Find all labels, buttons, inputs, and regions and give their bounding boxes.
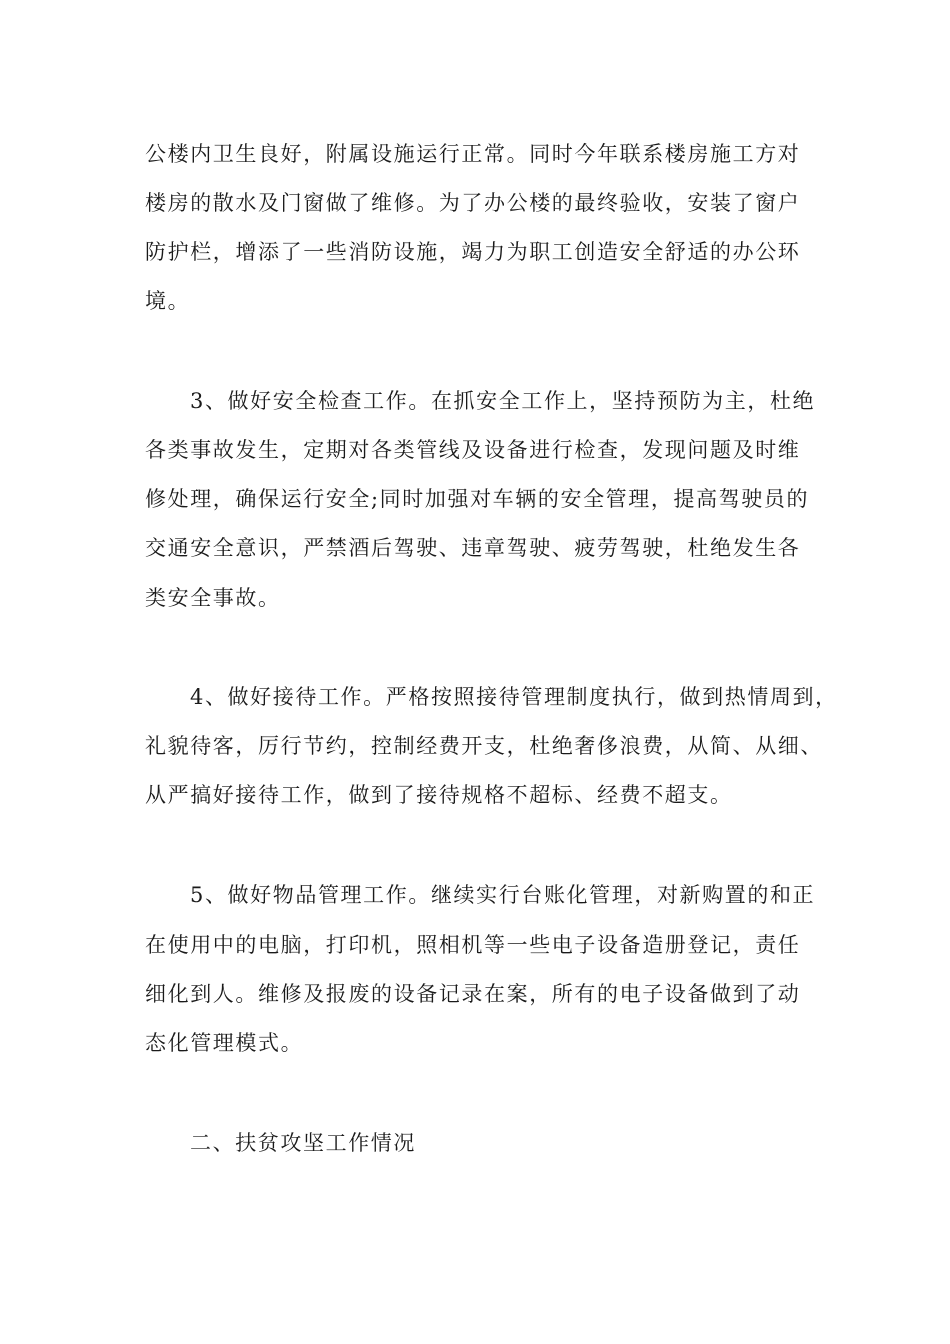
paragraph-line: 礼貌待客，厉行节约，控制经费开支，杜绝奢侈浪费，从简、从细、 — [145, 734, 823, 758]
paragraph-line: 修处理，确保运行安全;同时加强对车辆的安全管理，提高驾驶员的 — [145, 487, 810, 511]
paragraph-line: 4、做好接待工作。严格按照接待管理制度执行，做到热情周到， — [190, 685, 838, 709]
paragraph-line: 从严搞好接待工作，做到了接待规格不超标、经费不超支。 — [145, 783, 733, 807]
paragraph-line: 防护栏，增添了一些消防设施，竭力为职工创造安全舒适的办公环 — [145, 240, 801, 264]
paragraph-line: 在使用中的电脑，打印机，照相机等一些电子设备造册登记，责任 — [145, 933, 801, 957]
paragraph-line: 公楼内卫生良好，附属设施运行正常。同时今年联系楼房施工方对 — [145, 142, 801, 166]
paragraph-line: 楼房的散水及门窗做了维修。为了办公楼的最终验收，安装了窗户 — [145, 191, 801, 215]
section-heading: 二、扶贫攻坚工作情况 — [190, 1131, 416, 1155]
paragraph-line: 境。 — [145, 289, 191, 313]
paragraph-line: 各类事故发生，定期对各类管线及设备进行检查，发现问题及时维 — [145, 438, 801, 462]
paragraph-line: 类安全事故。 — [145, 586, 281, 610]
paragraph-line: 态化管理模式。 — [145, 1031, 304, 1055]
paragraph-line: 交通安全意识，严禁酒后驾驶、违章驾驶、疲劳驾驶，杜绝发生各 — [145, 536, 801, 560]
paragraph-line: 细化到人。维修及报废的设备记录在案，所有的电子设备做到了动 — [145, 982, 801, 1006]
paragraph-line: 5、做好物品管理工作。继续实行台账化管理，对新购置的和正 — [190, 883, 816, 907]
paragraph-line: 3、做好安全检查工作。在抓安全工作上，坚持预防为主，杜绝 — [190, 389, 816, 413]
